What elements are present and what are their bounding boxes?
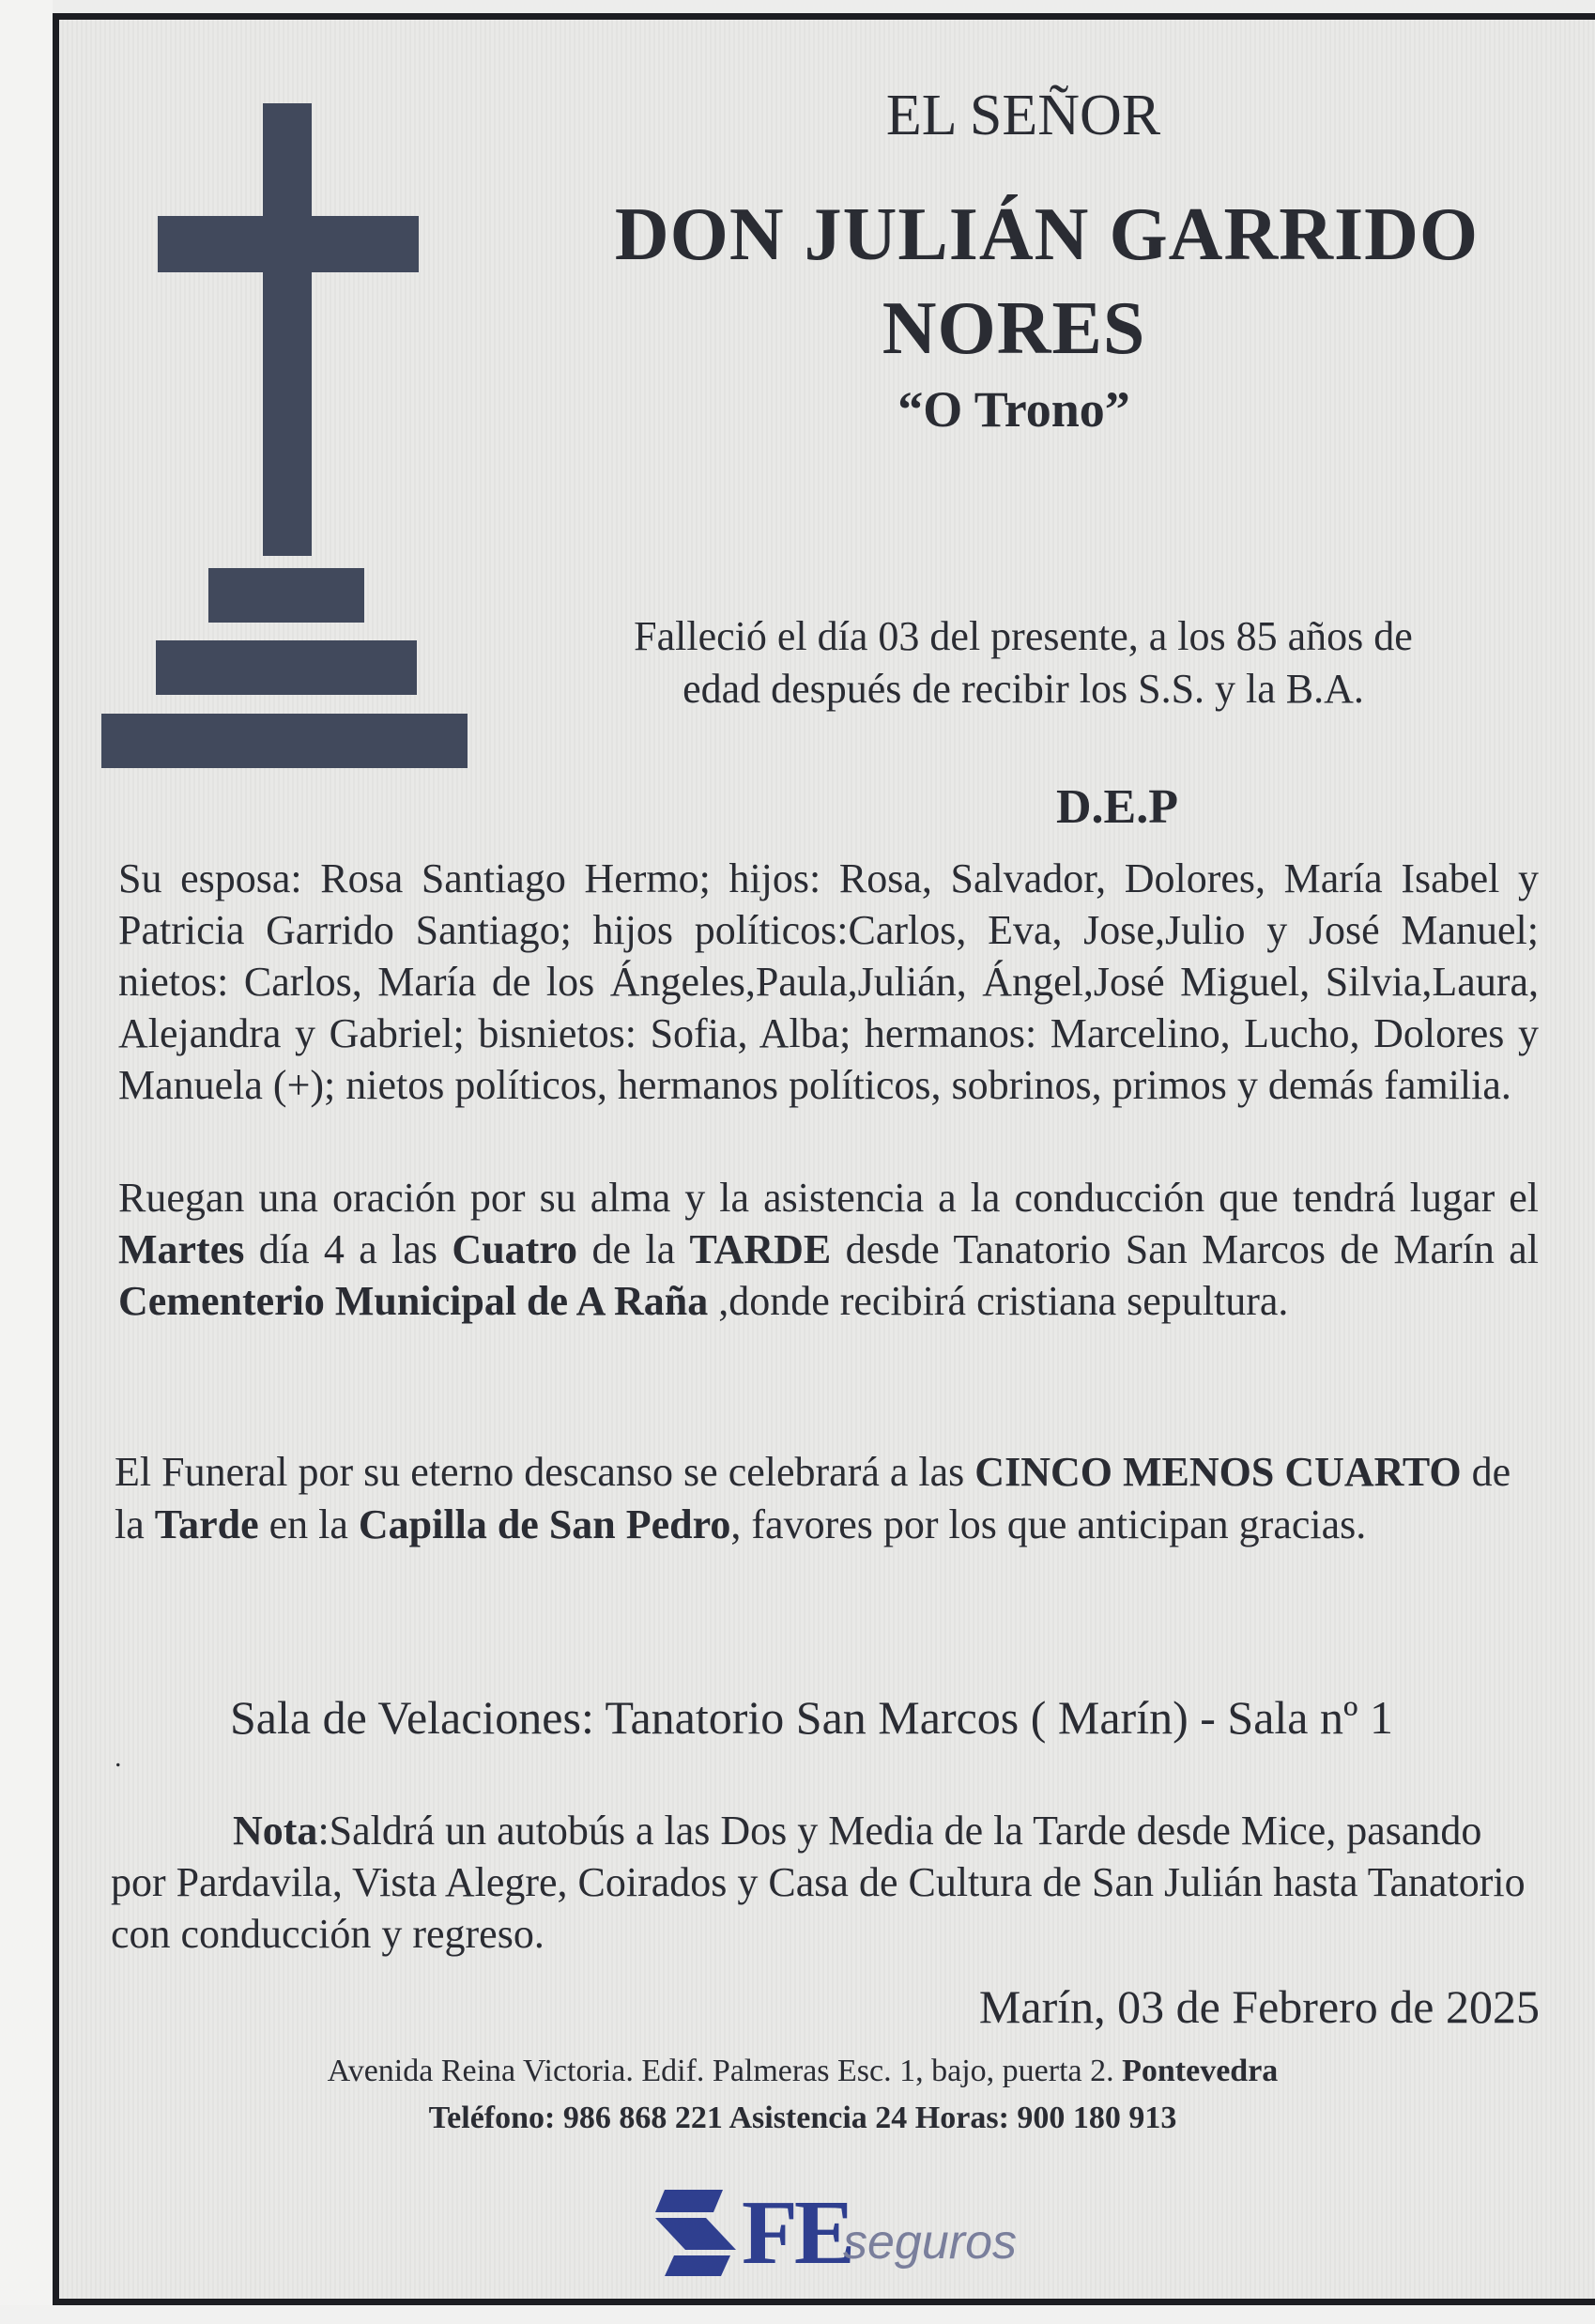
funeral-paragraph [115, 1446, 1541, 1551]
procession-cemetery: Cementerio Municipal de A Raña [118, 1278, 709, 1324]
fe-seguros-logo [648, 2178, 1042, 2282]
deceased-name-line1: DON JULIÁN GARRIDO [614, 193, 1480, 276]
fe-logo-mark-icon [648, 2184, 742, 2278]
announcement-line2: edad después de recibir los S.S. y la B.A. [682, 666, 1364, 712]
funeral-time: CINCO MENOS CUARTO [974, 1449, 1462, 1495]
heading-title: EL SEÑOR [885, 84, 1161, 147]
cross-step-bottom [101, 714, 468, 768]
address-city: Pontevedra [1122, 2054, 1279, 2088]
deceased-name-line2: NORES [882, 287, 1146, 370]
vigil-room: Sala de Velaciones: Tanatorio San Marcos ( Marín) - Sala nº 1 [230, 1691, 1393, 1744]
footer-phones: Teléfono: 986 868 221 Asistencia 24 Horas: 900 180 913 [428, 2101, 1177, 2135]
procession-period: TARDE [689, 1226, 832, 1272]
bus-note [111, 1805, 1547, 1960]
procession-day: Martes [118, 1226, 245, 1272]
page-margin [0, 0, 53, 2324]
address-text: Avenida Reina Victoria. Edif. Palmeras Esc. 1, bajo, puerta 2. [327, 2054, 1123, 2088]
funeral-text-1: El Funeral por su eterno descanso se celebrará a las [115, 1449, 975, 1495]
cross-step-middle [156, 640, 417, 695]
family-paragraph: Su esposa: Rosa Santiago Hermo; hijos: Rosa, Salvador, Dolores, María Isabel y Patricia Garrido Santiago; hijos políticos:Carlos, Eva, Jose,Julio y José Manuel; nietos: Carlos, María de los Ángeles,Paula,Julián, Ángel,José Miguel, Silvia,Laura, Alejandra y Gabriel; bisnietos: Sofia, Alba; hermanos: Marcelino, Lucho, Dolores y Manuela (+); nietos políticos, hermanos políticos, sobrinos, primos y demás familia. [118, 855, 1539, 1108]
procession-text-2: día 4 a las [244, 1226, 452, 1272]
procession-text-4: desde Tanatorio San Marcos de Marín al [831, 1226, 1539, 1272]
funeral-text-3: en la [258, 1501, 359, 1547]
procession-text-3: de la [577, 1226, 690, 1272]
dep-label: D.E.P [1056, 780, 1178, 834]
cross-vertical-bar [263, 103, 312, 556]
note-label: Nota [233, 1808, 318, 1854]
procession-text-1: Ruegan una oración por su alma y la asistencia a la conducción que tendrá lugar el [118, 1175, 1539, 1221]
footer-address [150, 2054, 1455, 2089]
cross-step-top [208, 568, 364, 623]
logo-subtitle: seguros [843, 2215, 1017, 2270]
funeral-period: Tarde [154, 1501, 259, 1547]
announcement-line1: Falleció el día 03 del presente, a los 85 años de [634, 613, 1413, 659]
funeral-text-4: , favores por los que anticipan gracias. [730, 1501, 1367, 1547]
death-announcement [498, 610, 1549, 716]
page-bottom [0, 2305, 1595, 2324]
stray-dot: . [115, 1742, 122, 1773]
procession-paragraph [118, 1172, 1539, 1327]
funeral-place: Capilla de San Pedro [358, 1501, 731, 1547]
procession-hour: Cuatro [452, 1226, 578, 1272]
funeral-text-2: de la [115, 1449, 1511, 1547]
place-date: Marín, 03 de Febrero de 2025 [978, 1980, 1540, 2033]
deceased-nickname: “O Trono” [897, 381, 1130, 438]
logo-brand: FE [742, 2182, 852, 2284]
note-text: :Saldrá un autobús a las Dos y Media de la Tarde desde Mice, pasando por Pardavila, Vista Alegre, Coirados y Casa de Cultura de San Julián hasta Tanatorio con conducción y regreso. [111, 1808, 1526, 1957]
procession-text-5: ,donde recibirá cristiana sepultura. [708, 1278, 1289, 1324]
cross-horizontal-bar [158, 216, 419, 272]
